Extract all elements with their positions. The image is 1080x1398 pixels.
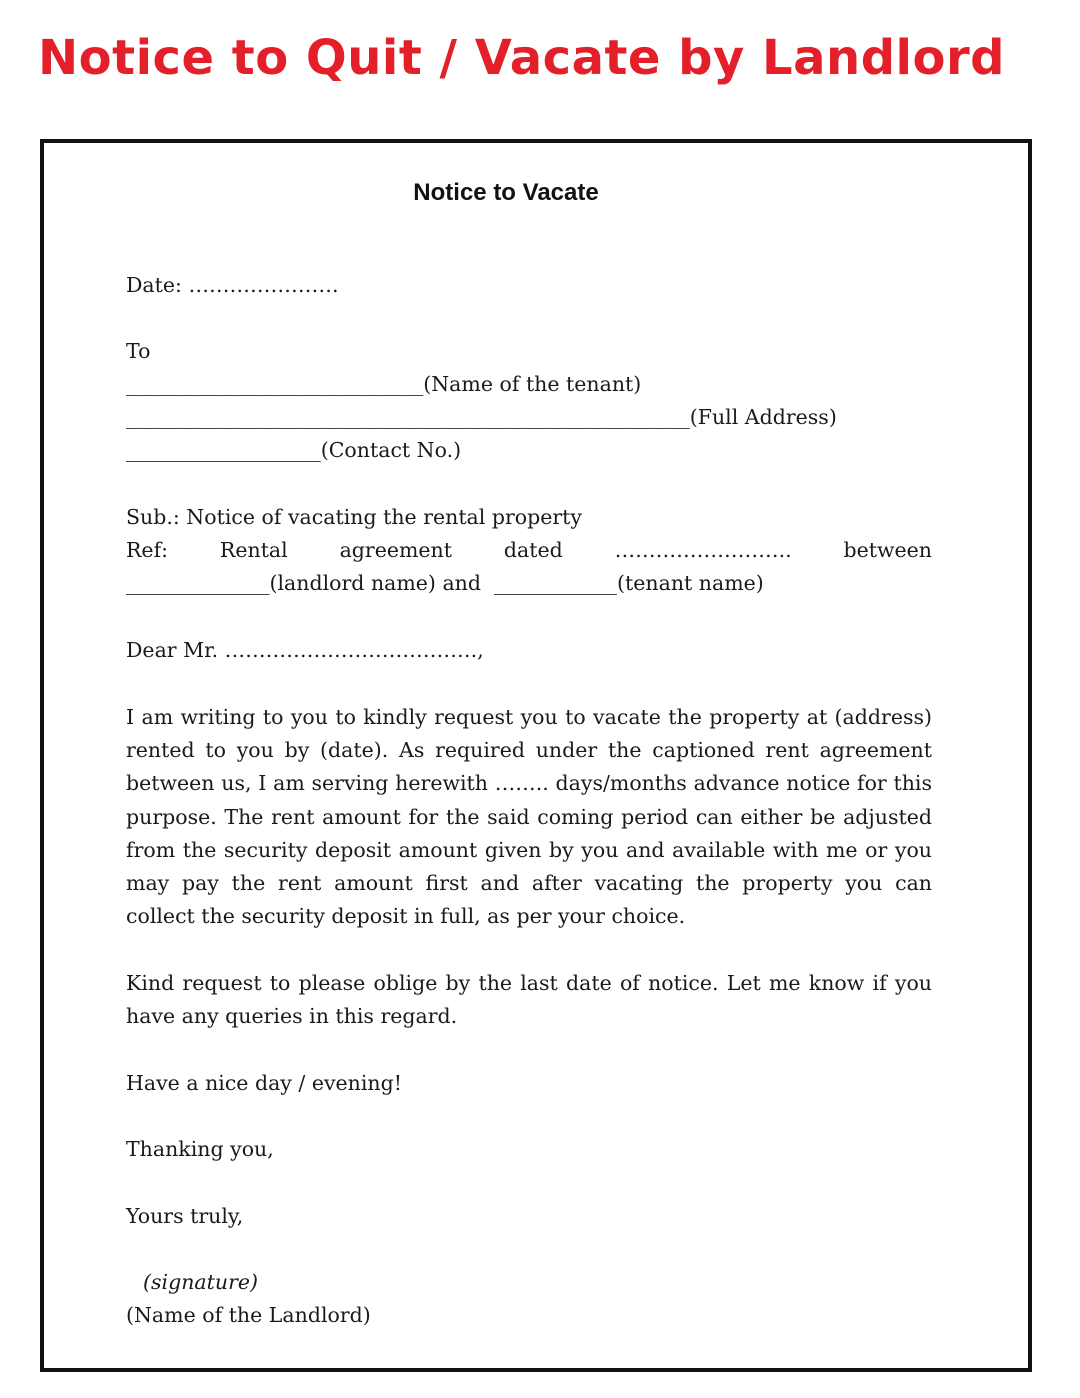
ref-word: Ref: [126,538,169,562]
letter-frame [40,139,1032,1372]
contact-line: ___________________(Contact No.) [126,438,462,462]
closing-line: Yours truly, [126,1204,244,1228]
ref-word: Rental [219,538,288,562]
ref-word: agreement [339,538,452,562]
body-paragraph-oblige: Kind request to please oblige by the last date of notice. Let me know if you have any queries in this regard. [126,971,932,1029]
landlord-name: (Name of the Landlord) [126,1303,371,1327]
ref-parties-line: ______________(landlord name) and ____________(tenant name) [126,571,764,595]
greeting-line: Have a nice day / evening! [126,1071,402,1095]
letter-heading: Notice to Vacate [413,179,599,206]
thanks-line: Thanking you, [126,1137,274,1161]
address-line: _______________________________________________________(Full Address) [126,405,837,429]
ref-line [126,534,932,567]
ref-word: …………………….. [614,538,792,562]
salutation: Dear Mr. ………………………………., [126,638,484,662]
ref-word: between [843,538,932,562]
subject-line: Sub.: Notice of vacating the rental property [126,505,582,529]
ref-word: dated [503,538,563,562]
to-label: To [126,339,151,363]
signature-placeholder: (signature) [143,1270,258,1294]
date-line: Date: …………………. [126,273,339,297]
page-title: Notice to Quit / Vacate by Landlord [37,30,1006,86]
tenant-name-line: _____________________________(Name of the tenant) [126,372,642,396]
body-paragraph-request: I am writing to you to kindly request you to vacate the property at (address) rented to you by (date). As required under the captioned rent agreement between us, I am serving herewith …….. days/months advance notice for this purpose. The rent amount for the said coming period can either be adjusted from the security deposit amount given by you and available with me or you may pay the rent amount first and after vacating the property you can collect the security deposit in full, as per your choice. [126,705,932,929]
